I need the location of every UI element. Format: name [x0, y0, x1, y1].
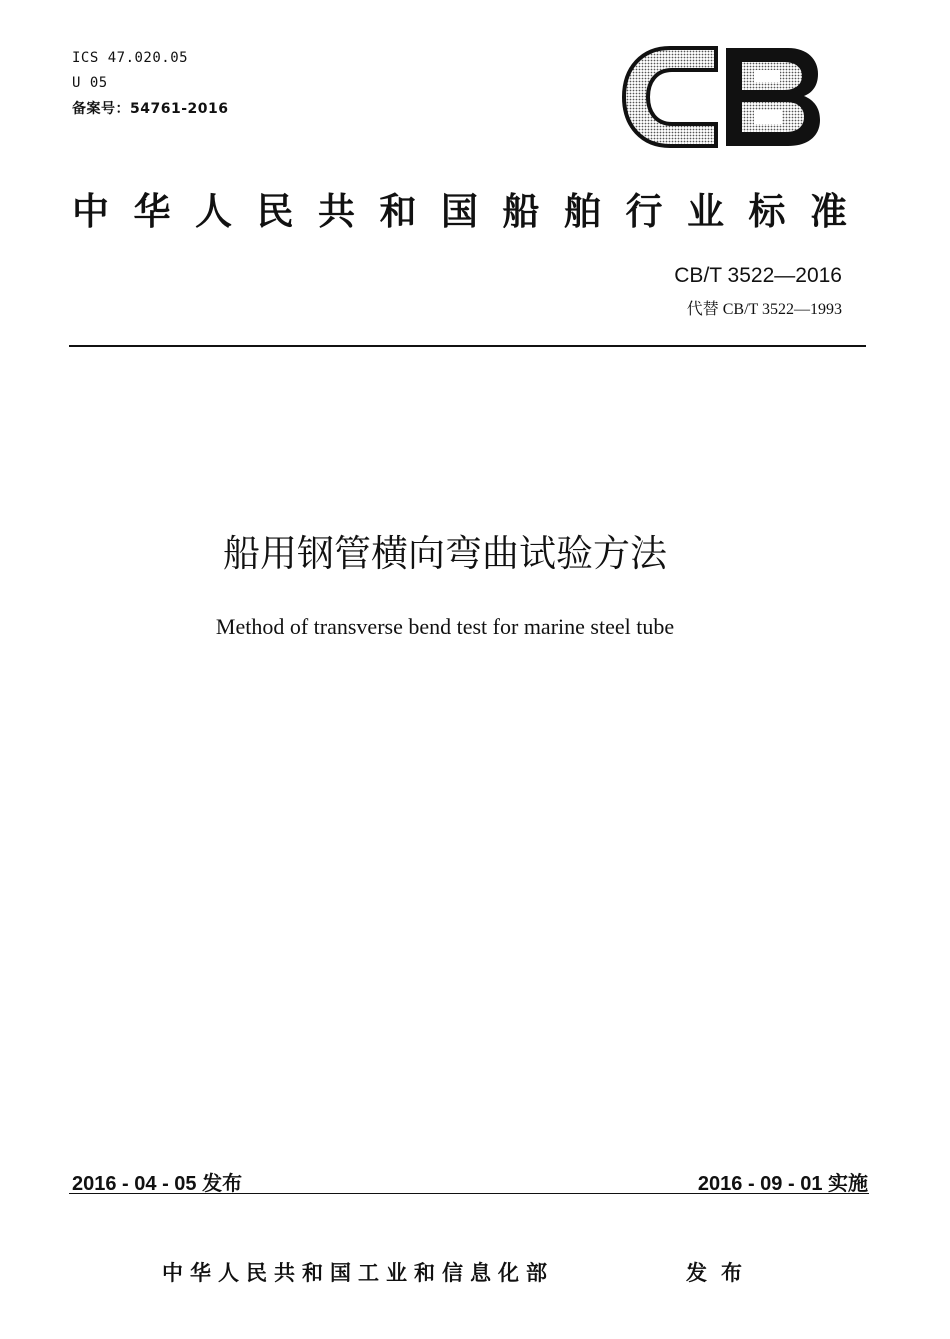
- footer-divider: [69, 1193, 869, 1194]
- issuing-action: 发布: [686, 1261, 756, 1285]
- header-divider: [69, 345, 866, 347]
- document-title-chinese: 船用钢管横向弯曲试验方法: [223, 532, 667, 575]
- classification-code: U 05: [72, 75, 108, 91]
- standard-code: CB/T 3522—2016: [674, 264, 842, 287]
- issuing-authority: 中华人民共和国工业和信息化部: [162, 1261, 554, 1285]
- cb-logo: [620, 44, 822, 150]
- registration-number: 备案号：54761-2016: [72, 101, 229, 117]
- document-title-english: Method of transverse bend test for marine steel tube: [215, 614, 675, 639]
- issue-date: 2016 - 04 - 05 发布: [72, 1173, 243, 1195]
- replaced-standard: 代替 CB/T 3522—1993: [686, 301, 842, 318]
- ics-code: ICS 47.020.05: [72, 50, 189, 66]
- standard-category-heading: 中华人民共和国船舶行业标准: [72, 190, 872, 233]
- implementation-date: 2016 - 09 - 01 实施: [697, 1173, 868, 1195]
